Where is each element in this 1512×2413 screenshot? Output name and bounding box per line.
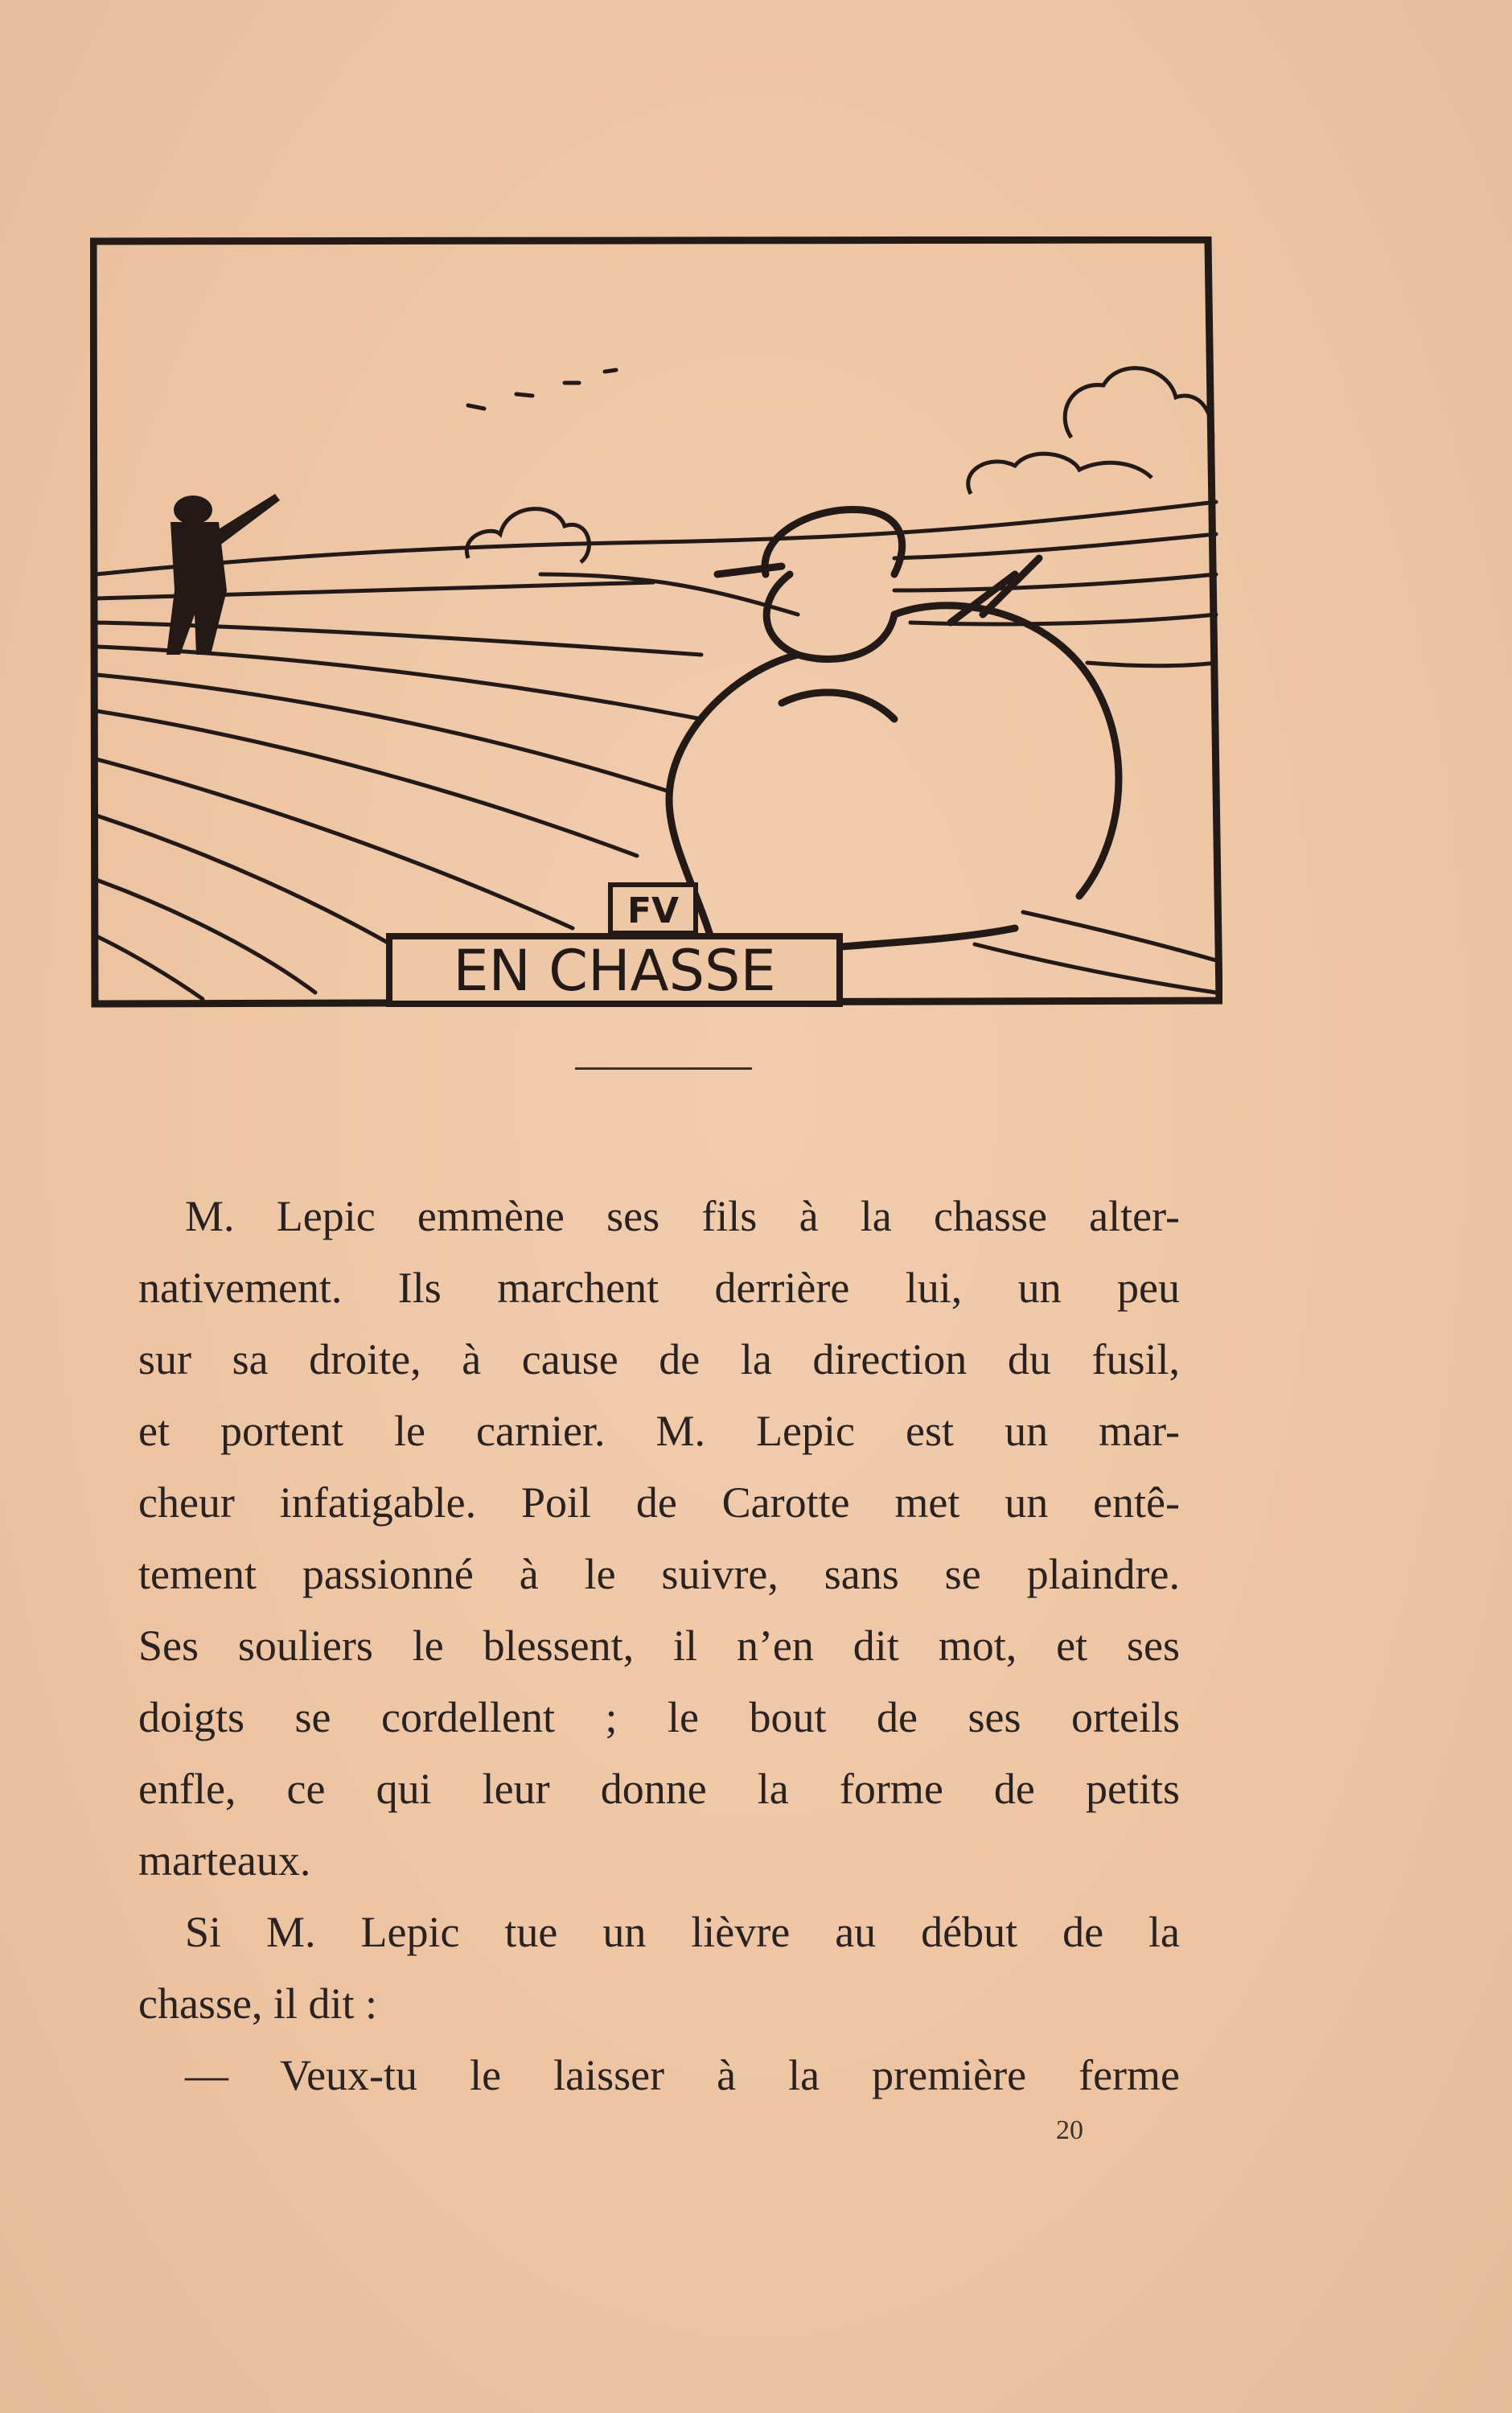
text-line: tement passionné à le suivre, sans se plaindre.: [138, 1550, 1180, 1598]
section-divider: [575, 1067, 752, 1070]
text-line: cheur infatigable. Poil de Carotte met un entê-: [138, 1478, 1180, 1527]
chapter-illustration: [90, 236, 1222, 1009]
text-line: M. Lepic emmène ses fils à la chasse alter-: [185, 1192, 1180, 1240]
text-line: marteaux.: [138, 1836, 311, 1885]
text-line: enfle, ce qui leur donne la forme de petits: [138, 1765, 1180, 1813]
text-line: Ses souliers le blessent, il n’en dit mot, et ses: [138, 1622, 1180, 1670]
text-line: chasse, il dit :: [138, 1979, 377, 2028]
text-line: sur sa droite, à cause de la direction du fusil,: [138, 1335, 1180, 1383]
text-line: et portent le carnier. M. Lepic est un mar-: [138, 1407, 1180, 1455]
body-text: [138, 1181, 1180, 2111]
text-line: — Veux-tu le laisser à la première ferme: [185, 2051, 1180, 2099]
illustration-title: EN CHASSE: [453, 938, 776, 1004]
page-number: 20: [1056, 2115, 1083, 2145]
text-line: doigts se cordellent ; le bout de ses orteils: [138, 1693, 1180, 1741]
text-line: nativement. Ils marchent derrière lui, un peu: [138, 1264, 1180, 1312]
illustrator-monogram: FV: [627, 890, 680, 931]
text-line: Si M. Lepic tue un lièvre au début de la: [185, 1908, 1180, 1956]
